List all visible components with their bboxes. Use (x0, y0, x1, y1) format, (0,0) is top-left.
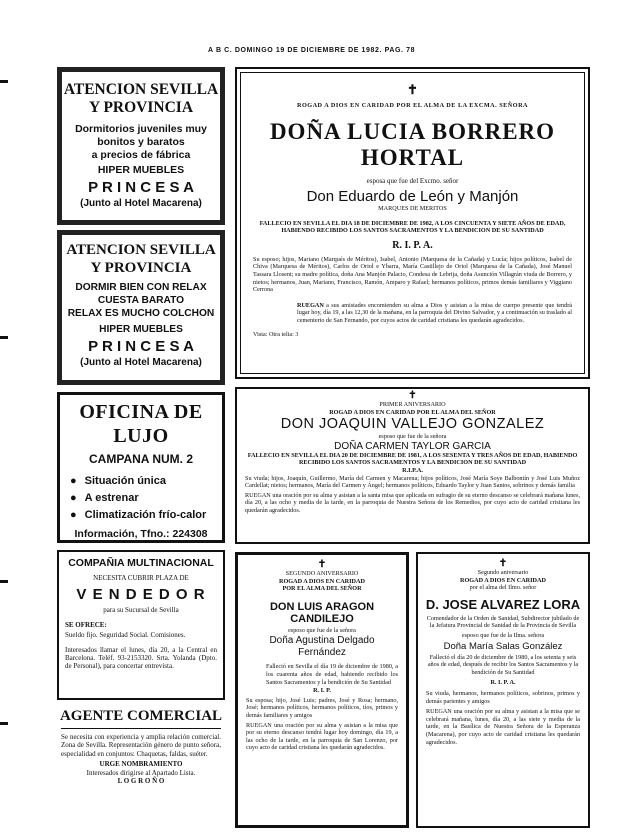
margin-mark (0, 80, 8, 83)
obit-family: Su viuda, hermanos, hermanos políticos, sobrinos, primos y demás parientes y amigos (426, 689, 580, 705)
ad-item: ● A estrenar (70, 490, 222, 507)
obit-family: Su esposo; hijos, Mariano (Marqués de Méritos), Isabel, Antonio (Marquesa de la Cañada) y Lucía; hijos políticos, Isabel de Chiva (Marquesa de Méritos), Carlos de Oriol e Ybarra, María Castillejo de Oriol (Marquesa de la Cañada), José Manuel Tassara Llosent; su madre política, doña Ana Manjón Palacio, Condesa de Lebrija, doña Asunción Villagrán viuda de Borrero, y nietos; hermanos, Juan, Mariano, Francisco, Ramón, Amparo y Rafael; hermanos políticos, primos demás familiares y Viggiano Cerrona (253, 255, 572, 294)
obit-intro: ROGAD A DIOS EN CARIDAD POR EL ALMA DEL SEÑOR (329, 408, 496, 416)
ad-line: Dormitorios juveniles muy (75, 123, 207, 135)
obit-note: Vista: Otra telia: 3 (253, 330, 299, 338)
ad-title: COMPAÑIA MULTINACIONAL (68, 557, 214, 569)
obit-death: Falleció el día 20 de diciembre de 1980, a los setenta y seis años de edad, después de recibir los Santos Sacramentos y la bendición de Su Santidad (427, 653, 579, 676)
ad-brand: P R I N C E S A (88, 179, 194, 196)
obit-death: FALLECIO EN SEVILLA EL DIA 18 DE DICIEMBRE DE 1982, A LOS CINCUENTA Y SIETE AÑOS DE EDAD, HABIENDO RECIBIDO LOS SANTOS SACRAMENTOS Y LA BENDICION DE SU SANTIDAD (259, 219, 566, 235)
obit-ruegan: RUEGAN una oración por su alma y asistan a la santa misa que aplicada en sufragio de su eterno descanso se celebrará mañana lunes, día 20, a las ocho y media de la tarde, en la parroquia de Nuestra Señora de los Remedios, por cuyo acto de caridad cristiana les quedarán agradecidos. (245, 491, 580, 514)
ad-sub: NECESITA CUBRIR PLAZA DE (93, 574, 189, 582)
obit-spouse-intro: esposo que fue de la señora (378, 433, 447, 441)
ad-title: AGENTE COMERCIAL (59, 708, 223, 724)
obit-ruegan-label: RUEGAN (297, 301, 324, 309)
ad-title: Y PROVINCIA (90, 260, 192, 276)
obit-title: MARQUES DE MERITOS (378, 205, 447, 212)
ad-agente-comercial (57, 705, 225, 826)
obit-ruegan: a sus amistades encomienden su alma a Dios y asistan a la misa de cuerpo presente que tendrá lugar hoy, día 19, a las 12,30 de la mañana, en la parroquia del Divino Salvador, y a continuación su traslado al cementerio de San Fernando, por cuyos actos de caridad cristiana les quedarán agradecidos. (297, 301, 573, 324)
obit-spouse: Doña Agustina Delgado Fernández (269, 635, 375, 659)
ad-compania-multinacional (57, 550, 225, 700)
obit-rip: R. I. P. (313, 687, 331, 695)
margin-mark (0, 580, 8, 583)
ad-offer-label: SE OFRECE: (65, 620, 107, 629)
obituary-jose-alvarez (416, 552, 590, 828)
obituary-joaquin-vallejo (235, 387, 590, 544)
obit-spouse-intro: esposo que fue de la Ilma. señora (461, 631, 545, 639)
obit-spouse: DOÑA CARMEN TAYLOR GARCIA (334, 440, 491, 452)
obit-family: Su viuda; hijos, Joaquín, Guillermo, María del Carmen y Macarena; hijos políticos, José María Soye Balbontín y José Luis Muñoz Cardellat; nietos; hermanos, María del Carmen y Ángel; hermanos políticos, Eduardo Taylor y Juan Santos, sobrinos y demás familia (245, 474, 580, 490)
margin-mark (0, 722, 8, 725)
ad-line: HIPER MUEBLES (97, 164, 185, 176)
ad-atencion-relax (57, 230, 225, 385)
ad-oficina-lujo (57, 392, 225, 543)
ad-brand: P R I N C E S A (88, 338, 194, 355)
obit-anniversary: SEGUNDO ANIVERSARIO (285, 570, 359, 577)
ad-footer: (Junto al Hotel Macarena) (80, 357, 202, 368)
obituary-luis-aragon (235, 552, 409, 828)
obit-intro: por el alma del Ilmo. señor (469, 584, 537, 592)
obit-anniversary: PRIMER ANIVERSARIO (379, 401, 446, 408)
ad-item: ● Climatización frío-calor (70, 507, 222, 524)
obit-anniversary: Segundo aniversario (477, 569, 529, 576)
ad-body: Interesados llamar el lunes, día 20, a la Central en Barcelona. Teléf. 93-2153320. Srta. Yolanda (Dpto. de Personal), para concertar entrevista. (65, 645, 217, 671)
ad-title: ATENCION SEVILLA (63, 81, 219, 98)
ad-line: a precios de fábrica (91, 149, 191, 161)
ad-for: para su Sucursal de Sevilla (103, 606, 179, 615)
obit-ruegan: RUEGAN una oración por su alma y asistan a la misa que por su eterno descanso tendrá lugar hoy domingo, día 19, a las ocho de la tarde, en la parroquia de San Lorenzo, por cuyo acto de caridad cristiana les quedarán agradecidos. (246, 721, 398, 752)
obit-death: FALLECIO EN SEVILLA EL DIA 20 DE DICIEMBRE DE 1981, A LOS SESENTA Y TRES AÑOS DE EDAD, HABIENDO RECIBIDO LOS SANTOS SACRAMENTOS Y LA BENDICION DE SU SANTIDAD (247, 451, 578, 467)
ad-line: HIPER MUEBLES (99, 324, 183, 335)
obit-rip: R.I.P.A. (402, 466, 423, 474)
obit-name: DON JOAQUIN VALLEJO GONZALEZ (280, 416, 545, 433)
obituary-lucia-borrero (235, 67, 590, 379)
ad-title: OFICINA DE LUJO (79, 401, 203, 447)
ad-item: ● Situación única (70, 473, 222, 490)
ad-contact: Interesados dirigirse al Apartado Lista. (86, 768, 196, 777)
ad-line: bonitos y baratos (97, 136, 185, 148)
ad-line: RELAX ES MUCHO COLCHON (67, 308, 215, 319)
obit-intro: ROGAD A DIOS EN CARIDAD (279, 577, 365, 585)
obit-career: Comendador de la Orden de Sanidad, Subdirector jubilado de la Jefatura Provincial de Sanidad de la Provincia de Sevilla (426, 614, 580, 630)
margin-mark (0, 336, 8, 339)
cross-icon: ✝ (498, 558, 508, 569)
cross-icon: ✝ (408, 390, 417, 401)
obit-rip: R. I. P. A. (490, 679, 516, 687)
ad-footer: (Junto al Hotel Macarena) (80, 198, 202, 209)
ad-body: Se necesita con experiencia y amplia relación comercial. Zona de Sevilla. Representación género de punto señora, especialidad en conjuntos: Chaquetas, faldas, suéter. (61, 733, 221, 758)
cross-icon: ✝ (407, 82, 418, 97)
obit-family: Su esposa; hijo, José Luis; padres, José y Rosa; hermano, José; hermanos políticos, hermanos políticos, tíos, primos y demás familiares y amigos (246, 696, 398, 719)
ad-role: V E N D E D O R (76, 586, 206, 604)
obit-spouse-intro: esposo que fue de la señora (288, 626, 356, 634)
ad-title: ATENCION SEVILLA (66, 242, 216, 258)
ad-line: CUESTA BARATO (97, 295, 185, 306)
ad-title: Y PROVINCIA (88, 99, 194, 116)
obit-rip: R. I. P. A. (392, 239, 433, 251)
ad-info: Información, Tfno.: 224308 (74, 528, 208, 540)
obit-intro: POR EL ALMA DEL SEÑOR (282, 585, 362, 593)
ad-offer: Sueldo fijo. Seguridad Social. Comisiones. (65, 631, 186, 640)
obit-intro: ROGAD A DIOS EN CARIDAD POR EL ALMA DE LA EXCMA. SEÑORA (296, 102, 529, 109)
obit-spouse: Doña María Salas González (443, 640, 563, 652)
obit-name: DON LUIS ARAGON CANDILEJO (269, 600, 375, 625)
ad-line: DORMIR BIEN CON RELAX (75, 282, 207, 293)
obit-spouse: Don Eduardo de León y Manjón (306, 188, 519, 205)
page-header: A B C. DOMINGO 19 DE DICIEMBRE DE 1982. PAG. 78 (208, 47, 416, 54)
cross-icon: ✝ (317, 559, 327, 570)
obit-death: Falleció en Sevilla el día 19 de diciembre de 1980, a los cuarenta años de edad, habiendo recibido los Santos Sacramentos y la bendición de Su Santidad (266, 663, 398, 686)
obit-intro: ROGAD A DIOS EN CARIDAD (460, 576, 546, 584)
obit-spouse-intro: esposa que fue del Excmo. señor (366, 176, 459, 185)
obit-name: D. JOSE ALVAREZ LORA (425, 596, 581, 612)
ad-footer: URGE NOMBRAMIENTO (99, 760, 183, 769)
ad-city: L O G R O Ñ O (117, 777, 165, 786)
obit-name: DOÑA LUCIA BORRERO HORTAL (269, 118, 556, 170)
ad-subtitle: CAMPANA NUM. 2 (89, 452, 193, 466)
ad-atencion-dormitorios (57, 67, 225, 225)
obit-ruegan: RUEGAN una oración por su alma y asistan a la misa que se celebrará mañana, lunes, día 20, a las siete y media de la tarde, en la Basílica de Nuestra Señora de la Esperanza (Macarena), por cuyo acto de caridad cristiana les quedarán agradecidos. (426, 708, 580, 746)
